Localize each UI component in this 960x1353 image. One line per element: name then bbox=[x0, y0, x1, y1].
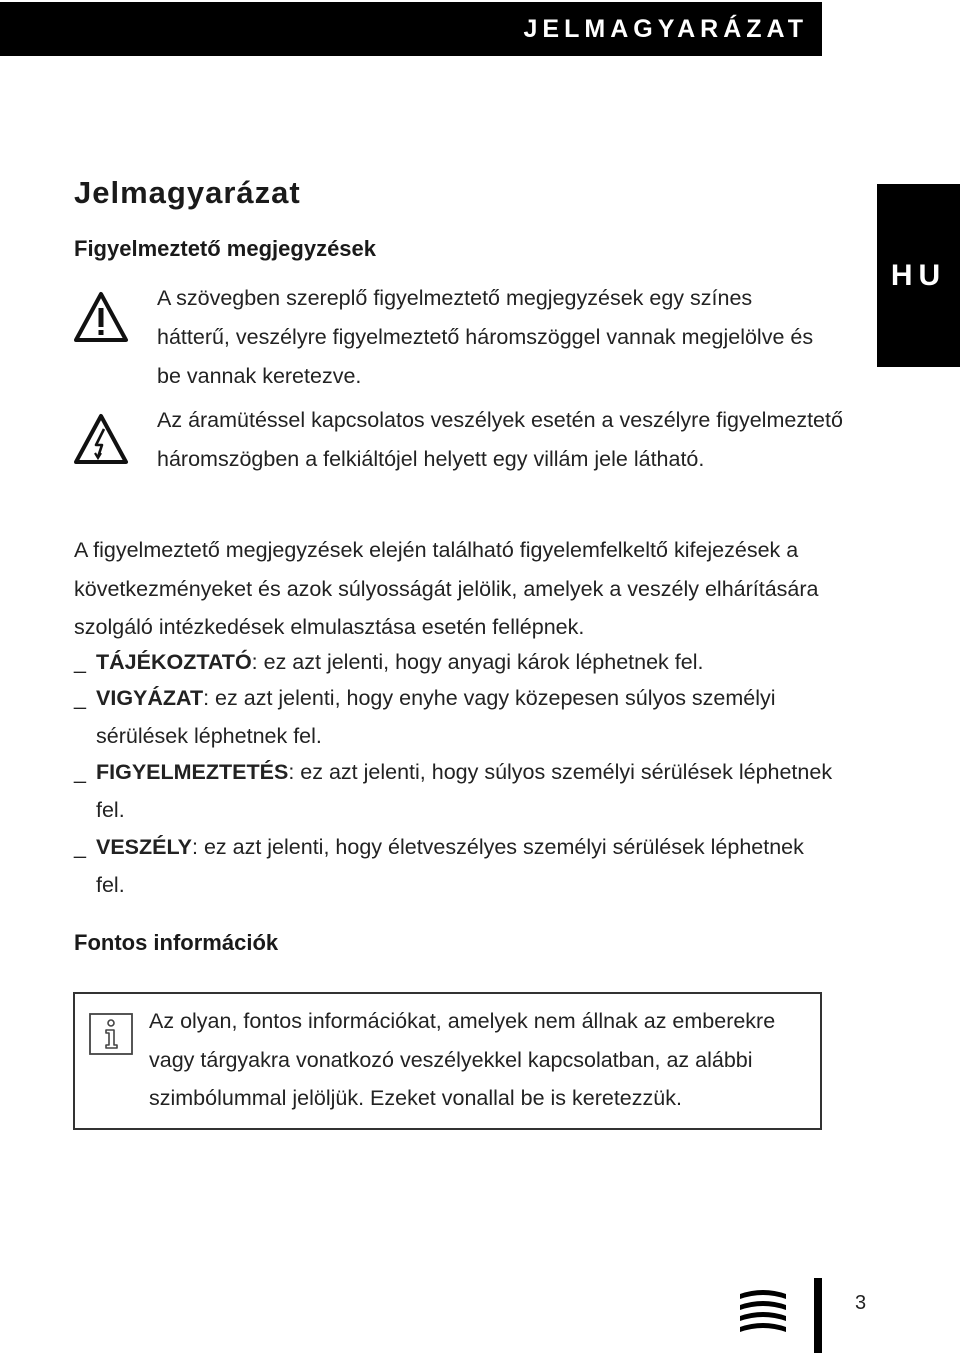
list-dash: _ bbox=[74, 835, 86, 859]
info-heading: Fontos információk bbox=[74, 930, 279, 955]
warning-text: A szövegben szereplő figyelmeztető megjegyzések egy színes hátterű, veszélyre figyelmeztető háromszöggel vannak megjelölve és be vannak keretezve. bbox=[157, 286, 814, 388]
info-box bbox=[73, 992, 822, 1130]
info-icon bbox=[88, 1012, 134, 1056]
list-item bbox=[74, 828, 834, 904]
language-tab bbox=[877, 184, 960, 367]
list-dash: _ bbox=[74, 760, 86, 784]
language-label: HU bbox=[890, 258, 947, 292]
level-term: TÁJÉKOZTATÓ bbox=[96, 650, 252, 674]
header-bar bbox=[0, 2, 822, 56]
info-text: Az olyan, fontos információkat, amelyek nem állnak az emberekre vagy tárgyakra vonatkozó veszélyekkel kapcsolatban, az alábbi szimbólummal jelöljük. Ezeket vonallal be is keretezzük. bbox=[149, 1009, 776, 1110]
list-item bbox=[74, 679, 834, 755]
warnings-heading: Figyelmeztető megjegyzések bbox=[74, 236, 377, 261]
list-dash: _ bbox=[74, 686, 86, 710]
level-text: : ez azt jelenti, hogy életveszélyes személyi sérülések léphetnek fel. bbox=[96, 835, 804, 897]
level-term: FIGYELMEZTETÉS bbox=[96, 760, 289, 784]
level-text: : ez azt jelenti, hogy anyagi károk léphetnek fel. bbox=[251, 650, 704, 674]
list-item bbox=[74, 753, 834, 829]
list-dash: _ bbox=[74, 650, 86, 674]
page-number: 3 bbox=[855, 1292, 867, 1314]
intro-text: A figyelmeztető megjegyzések elején található figyelemfelkeltő kifejezések a következményeket és azok súlyosságát jelölik, amelyek a veszély elhárítására szolgáló intézkedések elmulasztása esetén fellépnek. bbox=[74, 538, 819, 639]
list-item bbox=[74, 643, 834, 681]
level-text: : ez azt jelenti, hogy súlyos személyi sérülések léphetnek fel. bbox=[96, 760, 833, 822]
header-title: JELMAGYARÁZAT bbox=[523, 14, 808, 43]
page-title: Jelmagyarázat bbox=[74, 175, 301, 210]
warning-triangle-icon bbox=[72, 290, 130, 346]
electric-triangle-icon bbox=[72, 412, 130, 468]
level-term: VIGYÁZAT bbox=[96, 686, 204, 710]
brand-logo-icon bbox=[738, 1288, 788, 1334]
level-term: VESZÉLY bbox=[96, 835, 192, 859]
footer-rule bbox=[814, 1278, 822, 1353]
level-text: : ez azt jelenti, hogy enyhe vagy közepesen súlyos személyi sérülések léphetnek fel. bbox=[96, 686, 776, 748]
electric-text: Az áramütéssel kapcsolatos veszélyek esetén a veszélyre figyelmeztető háromszögben a felkiáltójel helyett egy villám jele látható. bbox=[157, 408, 843, 471]
